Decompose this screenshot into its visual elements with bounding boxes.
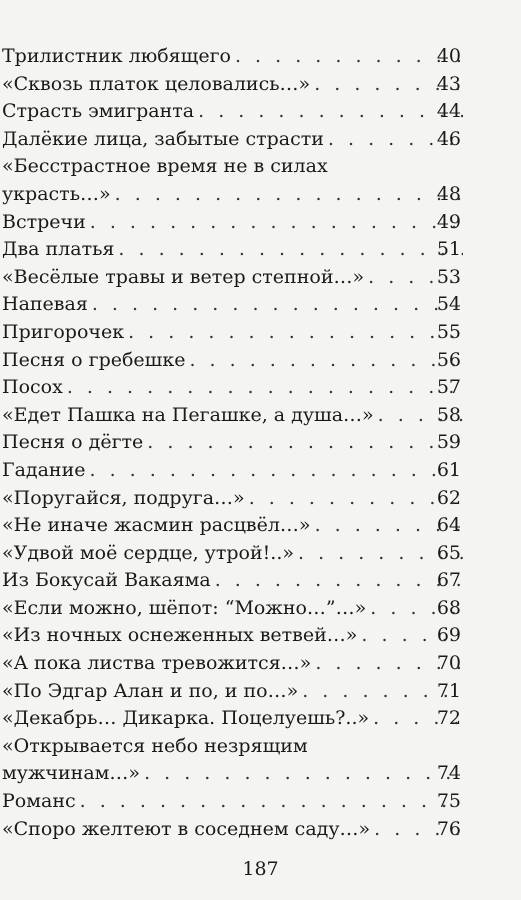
dot-leader xyxy=(328,127,463,151)
toc-line xyxy=(2,430,463,454)
toc-title: «Из ночных оснеженных ветвей…» xyxy=(2,624,358,647)
toc-page-number: 57 xyxy=(436,376,461,399)
toc-title: «Бесстрастное время не в силах xyxy=(2,155,328,178)
dot-leader xyxy=(118,237,463,261)
toc-title: «Весёлые травы и ветер степной…» xyxy=(2,265,365,288)
toc-title: «Сквозь платок целовались…» xyxy=(2,72,311,95)
toc-line xyxy=(2,154,463,178)
dot-leader xyxy=(198,99,463,123)
toc-line xyxy=(2,320,463,344)
dot-leader xyxy=(370,596,463,620)
toc-page-number: 61 xyxy=(436,458,461,481)
toc-page-number: 68 xyxy=(436,596,461,619)
toc-title: Пригорочек xyxy=(2,320,125,343)
page-number: 187 xyxy=(242,858,279,880)
toc-line xyxy=(2,706,463,730)
toc-page-number: 71 xyxy=(436,679,461,702)
toc-entry xyxy=(0,704,521,732)
toc-line xyxy=(2,651,463,675)
toc-page-number: 51 xyxy=(436,238,461,261)
toc-title: Напевая xyxy=(2,293,88,316)
toc-entry xyxy=(0,97,521,125)
dot-leader xyxy=(249,486,463,510)
table-of-contents xyxy=(0,42,521,842)
toc-entry xyxy=(0,42,521,70)
toc-line xyxy=(2,761,463,785)
toc-entry xyxy=(0,511,521,539)
toc-line xyxy=(2,265,463,289)
toc-page-number: 49 xyxy=(436,210,461,233)
toc-entry xyxy=(0,677,521,705)
dot-leader xyxy=(314,72,463,96)
toc-title: Встречи xyxy=(2,210,86,233)
toc-entry xyxy=(0,235,521,263)
toc-page-number: 62 xyxy=(436,486,461,509)
toc-entry xyxy=(0,815,521,843)
toc-title: «Открывается небо незрящим xyxy=(2,734,308,757)
toc-title: Из Бокусай Вакаяма xyxy=(2,569,211,592)
toc-page-number: 58 xyxy=(436,403,461,426)
dot-leader xyxy=(373,706,463,730)
toc-line xyxy=(2,375,463,399)
toc-entry xyxy=(0,759,521,787)
toc-entry xyxy=(0,539,521,567)
toc-entry xyxy=(0,373,521,401)
toc-title: «Не иначе жасмин расцвёл…» xyxy=(2,514,311,537)
toc-title: «Едет Пашка на Пегашке, а душа…» xyxy=(2,403,374,426)
dot-leader xyxy=(378,403,463,427)
dot-leader xyxy=(147,430,463,454)
dot-leader xyxy=(80,789,463,813)
dot-leader xyxy=(215,568,463,592)
toc-entry xyxy=(0,263,521,291)
toc-line xyxy=(2,210,463,234)
toc-title: Романс xyxy=(2,790,76,813)
toc-entry xyxy=(0,125,521,153)
toc-line xyxy=(2,596,463,620)
dot-leader xyxy=(298,541,463,565)
toc-page-number: 65 xyxy=(436,541,461,564)
toc-line xyxy=(2,44,463,68)
toc-page-number: 44 xyxy=(436,100,461,123)
toc-page-number: 67 xyxy=(436,569,461,592)
toc-page-number: 75 xyxy=(436,790,461,813)
toc-title: Страсть эмигранта xyxy=(2,100,195,123)
toc-page-number: 74 xyxy=(436,762,461,785)
toc-title: «Если можно, шёпот: “Можно…”…» xyxy=(2,596,367,619)
dot-leader xyxy=(90,458,463,482)
toc-page-number: 72 xyxy=(436,707,461,730)
dot-leader xyxy=(128,320,463,344)
toc-line xyxy=(2,513,463,537)
toc-title: Трилистник любящего xyxy=(2,45,231,67)
toc-entry xyxy=(0,208,521,236)
toc-title: «А пока листва тревожится…» xyxy=(2,652,312,675)
toc-line xyxy=(2,458,463,482)
toc-entry xyxy=(0,428,521,456)
toc-entry xyxy=(0,649,521,677)
dot-leader xyxy=(189,348,463,372)
toc-page-number: 55 xyxy=(436,320,461,343)
dot-leader xyxy=(90,210,463,234)
toc-title: Далёкие лица, забытые страсти xyxy=(2,127,324,150)
dot-leader xyxy=(315,513,463,537)
toc-page-number: 43 xyxy=(436,72,461,95)
toc-title: «Поругайся, подруга…» xyxy=(2,486,245,509)
toc-line xyxy=(2,734,463,758)
toc-title: Гадание xyxy=(2,458,86,481)
toc-line xyxy=(2,486,463,510)
toc-entry xyxy=(0,70,521,98)
toc-entry xyxy=(0,346,521,374)
toc-line xyxy=(2,72,463,96)
toc-title: «Декабрь… Дикарка. Поцелуешь?..» xyxy=(2,707,370,730)
toc-entry xyxy=(0,566,521,594)
toc-line xyxy=(2,348,463,372)
toc-page-number: 46 xyxy=(436,127,461,150)
toc-entry xyxy=(0,787,521,815)
toc-title: «Удвой моё сердце, утрой!..» xyxy=(2,541,294,564)
toc-line xyxy=(2,817,463,841)
dot-leader xyxy=(235,44,463,68)
toc-line xyxy=(2,541,463,565)
toc-page-number: 69 xyxy=(436,624,461,647)
toc-line xyxy=(2,679,463,703)
toc-entry xyxy=(0,484,521,512)
toc-page-number: 70 xyxy=(436,652,461,675)
toc-title: «По Эдгар Алан и по, и по…» xyxy=(2,679,299,702)
toc-line xyxy=(2,292,463,316)
toc-entry xyxy=(0,180,521,208)
toc-title: украсть…» xyxy=(2,182,111,205)
toc-line xyxy=(2,237,463,261)
toc-line xyxy=(2,182,463,206)
toc-title: Песня о гребешке xyxy=(2,348,186,371)
dot-leader xyxy=(361,623,463,647)
dot-leader xyxy=(315,651,463,675)
dot-leader xyxy=(368,265,463,289)
dot-leader xyxy=(92,292,463,316)
toc-title: «Споро желтеют в соседнем саду…» xyxy=(2,817,371,840)
toc-page-number: 53 xyxy=(436,265,461,288)
toc-title: мужчинам…» xyxy=(2,762,141,785)
toc-page-number: 48 xyxy=(436,182,461,205)
toc-entry xyxy=(0,401,521,429)
toc-page-number: 56 xyxy=(436,348,461,371)
toc-entry xyxy=(0,456,521,484)
toc-line xyxy=(2,403,463,427)
toc-title: Два платья xyxy=(2,238,115,261)
toc-entry xyxy=(0,152,521,180)
toc-entry xyxy=(0,594,521,622)
toc-entry xyxy=(0,290,521,318)
dot-leader xyxy=(115,182,463,206)
dot-leader xyxy=(67,375,463,399)
dot-leader xyxy=(302,679,463,703)
toc-page-number: 59 xyxy=(436,431,461,454)
toc-page-number: 40 xyxy=(436,45,461,67)
toc-entry xyxy=(0,732,521,760)
toc-line xyxy=(2,568,463,592)
toc-page-number: 54 xyxy=(436,293,461,316)
dot-leader xyxy=(374,817,463,841)
toc-line xyxy=(2,789,463,813)
toc-title: Посох xyxy=(2,376,63,399)
toc-page-number: 64 xyxy=(436,514,461,537)
dot-leader xyxy=(144,761,463,785)
toc-page-number: 76 xyxy=(436,817,461,840)
toc-entry xyxy=(0,621,521,649)
toc-line xyxy=(2,127,463,151)
toc-title: Песня о дёгте xyxy=(2,431,144,454)
toc-line xyxy=(2,99,463,123)
toc-entry xyxy=(0,318,521,346)
toc-line xyxy=(2,623,463,647)
